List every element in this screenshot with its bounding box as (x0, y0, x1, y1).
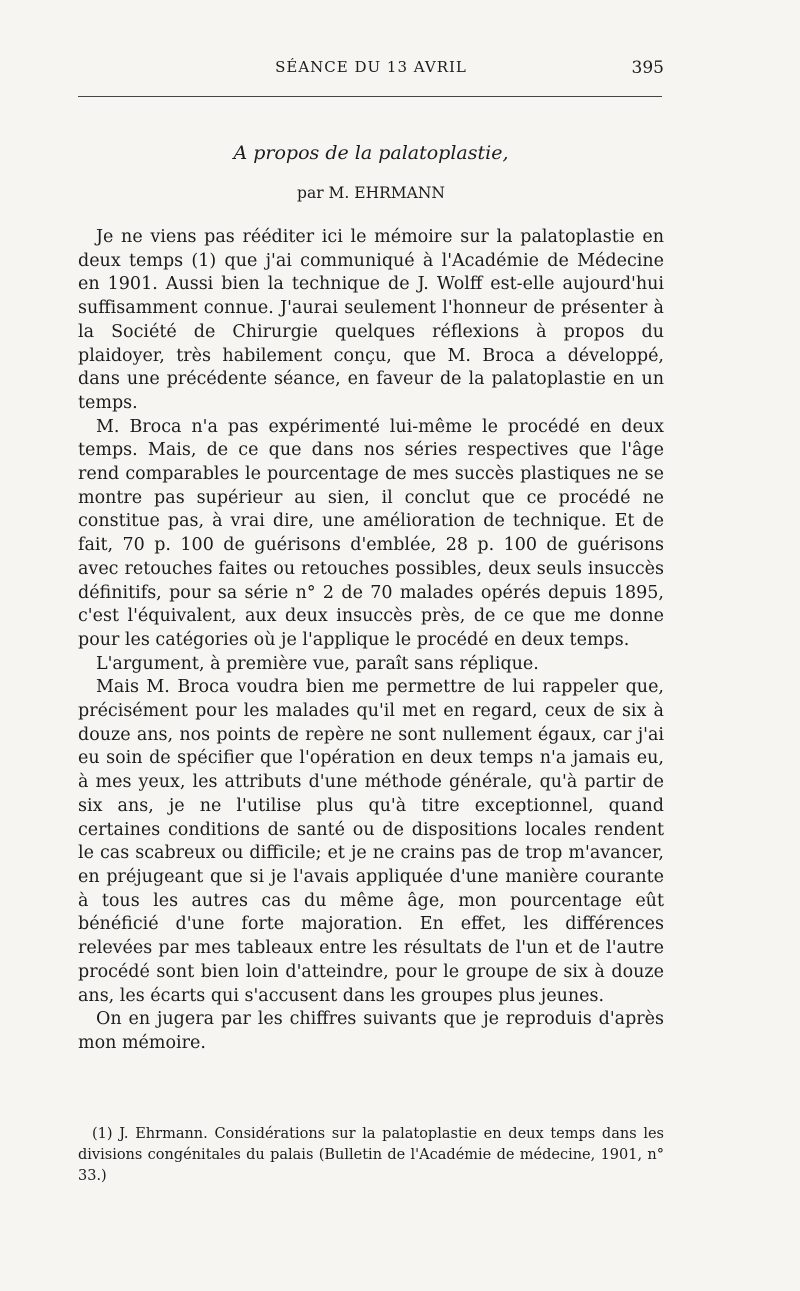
page-header (78, 58, 664, 82)
footnote: (1) J. Ehrmann. Considérations sur la palatoplastie en deux temps dans les divisions congénitales du palais (Bulletin de l'Académie de médecine, 1901, n° 33.) (78, 1126, 664, 1184)
page-number: 395 (631, 58, 664, 78)
paragraph: M. Broca n'a pas expérimenté lui-même le procédé en deux temps. Mais, de ce que dans nos séries respectives que l'âge rend comparables le pourcentage de mes succès plastiques ne se montre pas supérieur au sien, il conclut que ce procédé ne constitue pas, à vrai dire, une amélioration de technique. Et de fait, 70 p. 100 de guérisons d'emblée, 28 p. 100 de guérisons avec retouches faites ou retouches possibles, deux seuls insuccès définitifs, pour sa série n° 2 de 70 malades opérés depuis 1895, c'est l'équivalent, aux deux insuccès près, de ce que me donne pour les catégories où je l'applique le procédé en deux temps. (78, 416, 664, 650)
paragraph: Je ne viens pas rééditer ici le mémoire sur la palatoplastie en deux temps (1) que j'ai communiqué à l'Académie de Médecine en 1901. Aussi bien la technique de J. Wolff est-elle aujourd'hui suffisamment connue. J'aurai seulement l'honneur de présenter à la Société de Chirurgie quelques réflexions à propos du plaidoyer, très habilement conçu, que M. Broca a développé, dans une précédente séance, en faveur de la palatoplastie en un temps. (78, 227, 664, 413)
paragraph: On en jugera par les chiffres suivants que je reproduis d'après mon mémoire. (78, 1009, 664, 1053)
paragraph: Mais M. Broca voudra bien me permettre de lui rappeler que, précisément pour les malades qu'il met en regard, ceux de six à douze ans, nos points de repère ne sont nullement égaux, car j'ai eu soin de spécifier que l'opération en deux temps n'a jamais eu, à mes yeux, les attributs d'une méthode générale, qu'à partir de six ans, je ne l'utilise plus qu'à titre exceptionnel, quand certaines conditions de santé ou de dispositions locales rendent le cas scabreux ou difficile; et je ne crains pas de trop m'avancer, en préjugeant que si je l'avais appliquée d'une manière courante à tous les autres cas du même âge, mon pourcentage eût bénéficié d'une forte majoration. En effet, les différences relevées par mes tableaux entre les résultats de l'un et de l'autre procédé sont bien loin d'atteindre, pour le groupe de six à douze ans, les écarts qui s'accusent dans les groupes plus jeunes. (78, 677, 664, 1006)
header-rule (78, 96, 662, 97)
article-title: A propos de la palatoplastie, (233, 142, 509, 164)
article-byline: par M. EHRMANN (297, 184, 445, 202)
article-body (78, 226, 664, 1056)
running-head: SÉANCE DU 13 AVRIL (275, 58, 467, 76)
paragraph: L'argument, à première vue, paraît sans réplique. (96, 653, 539, 674)
